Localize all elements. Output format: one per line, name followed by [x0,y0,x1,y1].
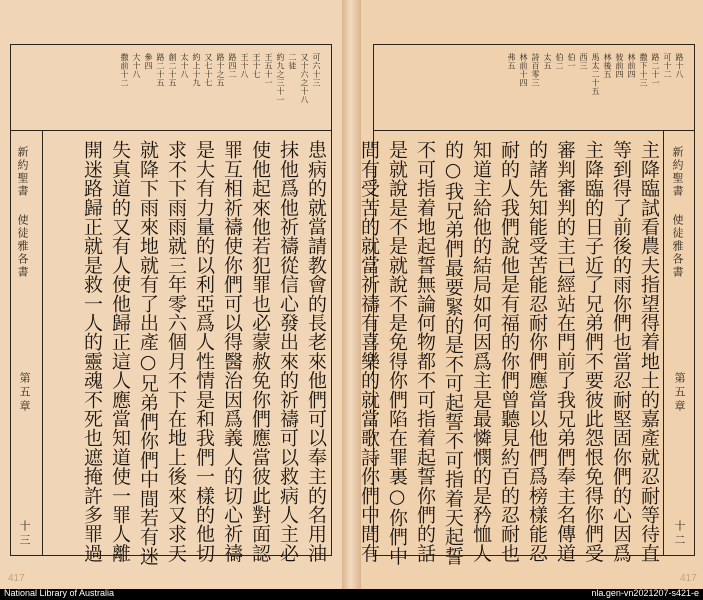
cross-reference: 又十六之十八 [300,53,309,104]
cross-reference: 參四 [144,53,153,70]
cross-reference: 林前十四 [519,53,528,87]
left-book-title: 新約聖書 [16,146,29,198]
cross-reference: 創二十五 [168,53,177,87]
text-column: 知道主給他的結局如何因爲主是最憐憫的是矜恤人 [470,140,492,563]
right-page-number: 十二 [673,520,686,548]
cross-reference: 西三 [579,53,588,70]
cross-reference: 路十八 [675,53,684,79]
right-book-name: 使徒雅各書 [671,214,684,279]
left-body-text [44,140,328,566]
text-column: 審判審判的主已經站在門前了我兄弟們奉主名傳道 [554,140,576,563]
right-book-title: 新約聖書 [671,146,684,198]
text-column: 的諸先知能受苦能忍耐你們應當以他們爲榜樣能忍 [526,140,548,563]
cross-reference: 撒前十二 [120,53,129,87]
text-column: 開迷路歸正就是救一人的靈魂不死也遮掩許多罪過 [81,140,103,563]
cross-reference: 林前四 [627,53,636,79]
text-column: 主降臨試看農夫指望得着地土的嘉產就忍耐等待直 [638,140,660,563]
cross-reference: 撒下十三 [639,53,648,87]
cross-reference: 王十七 [252,53,261,79]
cross-reference: 路二十五 [156,53,165,87]
text-column: 抹他爲他祈禱從信心發出來的祈禱可以救病人主必 [277,140,299,563]
cross-reference: 伯一 [567,53,576,70]
cross-reference: 路四二 [228,53,237,79]
text-column: 是大有力量的以利亞爲人性情是和我們一樣的他切 [193,140,215,563]
text-column: 主降臨的日子近了兄弟們不要彼此怨恨免得你們受 [582,140,604,563]
text-column: 間有受苦的就當祈禱有喜樂的就當歌詩你們中間有 [358,140,380,563]
cross-reference: 約九之三十一 [276,53,285,104]
right-margin-divider [663,130,664,555]
left-cross-references [20,53,320,128]
left-page [0,0,342,589]
cross-reference: 太五 [543,53,552,70]
cross-reference: 弗五 [507,53,516,70]
text-column: 的○我兄弟們最要緊的是不可起誓不可指着天起誓 [442,140,464,566]
left-pencil-mark: 417 [8,573,25,584]
cross-reference: 又七十七 [204,53,213,87]
left-chapter: 第五章 [18,372,31,414]
text-column: 使他起來他若犯罪也必蒙赦免你們應當彼此對面認 [249,140,271,563]
cross-reference: 馬太二十五 [591,53,600,96]
cross-reference: 太十八 [180,53,189,79]
text-column: 失真道的又有人使他歸正這人應當知道使一罪人離 [109,140,131,563]
cross-reference: 可六十三 [312,53,321,87]
text-column: 就降下雨來地就有了出產○兄弟們你們中間若有迷 [137,140,159,566]
right-body-text [358,140,661,566]
cross-reference: 二徒 [288,53,297,70]
text-column: 求不下雨雨就三年零六個月不下在地上後來又求天 [165,140,187,563]
right-pencil-mark: 417 [680,573,697,584]
right-refs-divider [373,130,694,131]
cross-reference: 大十八 [132,53,141,79]
footer-library: National Library of Australia [4,588,115,598]
text-column: 耐的人我們說他是有福的你們曾聽見約百的忍耐也 [498,140,520,563]
cross-reference: 約上十九 [192,53,201,87]
text-column: 等到得了前後的雨你們也當忍耐堅固你們的心因爲 [610,140,632,563]
left-margin-divider [42,130,43,555]
cross-reference: 可十二 [663,53,672,79]
text-column: 罪互相祈禱使你們可以得醫治因爲義人的切心祈禱 [221,140,243,563]
left-refs-divider [10,130,331,131]
cross-reference: 彼前四 [615,53,624,79]
footer-bar [0,589,703,600]
text-column: 是就說是不是就說不是免得你們陷在罪裏○你們中 [386,140,408,566]
left-page-number: 十三 [18,520,31,548]
cross-reference: 王五十一 [264,53,273,87]
cross-reference: 伯二 [555,53,564,70]
footer-catalog-id: nla.gen-vn2021207-s421-e [591,588,699,598]
text-column: 患病的就當請教會的長老來他們可以奉主的名用油 [305,140,327,563]
cross-reference: 詩百零三 [531,53,540,87]
right-cross-references [383,53,683,128]
cross-reference: 林後五 [603,53,612,79]
cross-reference: 路二十一 [651,53,660,87]
cross-reference: 路十之五 [216,53,225,87]
text-column: 不可指着地起誓無論何物都不可指着起誓你們的話 [414,140,436,563]
cross-reference: 王十八 [240,53,249,79]
left-book-name: 使徒雅各書 [16,214,29,279]
right-chapter: 第五章 [673,372,686,414]
